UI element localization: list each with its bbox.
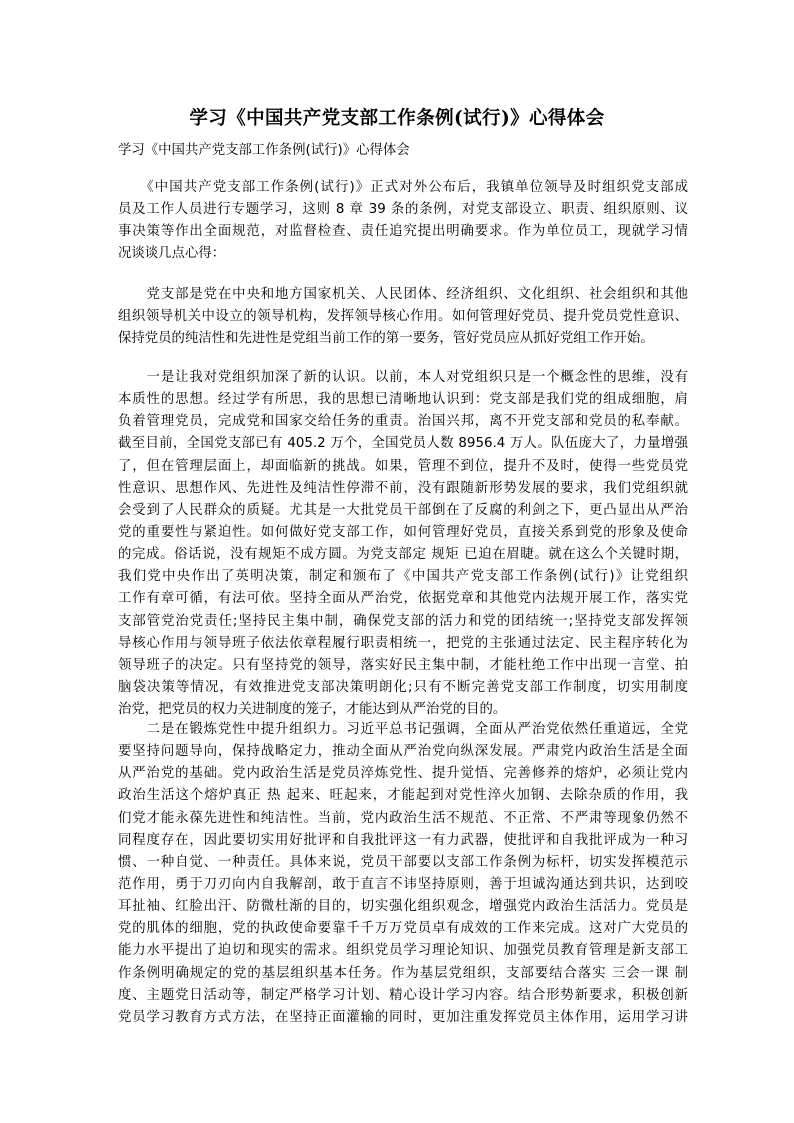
paragraph-line: 耳扯袖、红脸出汗、防微杜渐的目的，切实强化组织观念，增强党内政治生活活力。党员是: [118, 899, 688, 915]
paragraph-line: 能力水平提出了迫切和现实的需求。组织党员学习理论知识、加强党员教育管理是新支部工: [118, 943, 688, 959]
paragraph-line: 从严治党的基础。党内政治生活是党员淬炼党性、提升觉悟、完善修养的熔炉，必须让党内: [118, 766, 688, 782]
paragraph-line: 工作有章可循，有法可依。坚持全面从严治党，依据党章和其他党内法规开展工作，落实党: [118, 591, 688, 607]
paragraph-line: 一是让我对党组织加深了新的认识。以前，本人对党组织只是一个概念性的思维，没有: [118, 370, 688, 385]
paragraph-branch-role: [118, 284, 688, 350]
paragraph-line: 我们党中央作出了英明决策，制定和颁布了《中国共产党支部工作条例(试行)》让党组织: [118, 569, 688, 585]
paragraph-line: 会受到了人民群众的质疑。尤其是一大批党员干部倒在了反腐的利剑之下，更凸显出从严治: [118, 502, 688, 518]
paragraph-line: 作条例明确规定的党的基层组织基本任务。作为基层党组织，支部要结合落实 三会一课 制: [118, 965, 688, 981]
paragraph-point-one: [118, 367, 688, 721]
paragraph-line: 度、主题党日活动等，制定严格学习计划、精心设计学习内容。结合形势新要求，积极创新: [118, 987, 688, 1003]
paragraph-line: 们党才能永葆先进性和纯洁性。当前，党内政治生活不规范、不正常、不严肃等现象仍然不: [118, 810, 688, 826]
paragraph-line: 二是在锻炼党性中提升组织力。习近平总书记强调，全面从严治党依然任重道远，全党: [118, 722, 688, 737]
paragraph-line: 导核心作用与领导班子依法依章程履行职责相统一，把党的主张通过法定、民主程序转化为: [118, 635, 688, 651]
paragraph-line: 的完成。俗话说，没有规矩不成方圆。为党支部定 规矩 已迫在眉睫。就在这么个关键时期，: [118, 547, 688, 563]
paragraph-line: 党的重要性与紧迫性。如何做好党支部工作，如何管理好党员，直接关系到党的形象及使命: [118, 524, 688, 540]
paragraph-line: 保持党员的纯洁性和先进性是党组当前工作的第一要务，管好党员应从抓好党组工作开始。: [118, 331, 654, 347]
paragraph-line: 脑袋决策等情况，有效推进党支部决策明朗化;只有不断完善党支部工作制度，切实用制度: [118, 679, 688, 695]
paragraph-line: 组织领导机关中设立的领导机构，发挥领导核心作用。如何管理好党员、提升党员党性意识、: [118, 309, 688, 325]
paragraph-line: 领导班子的决定。只有坚持党的领导，落实好民主集中制，才能杜绝工作中出现一言堂、拍: [118, 657, 688, 673]
paragraph-line: 负着管理党员，完成党和国家交给任务的重责。治国兴邦，离不开党支部和党员的私奉献。: [118, 414, 688, 430]
paragraph-line: 事决策等作出全面规范，对监督检查、责任追究提出明确要求。作为单位员工，现就学习情: [118, 224, 688, 240]
paragraph-line: 《中国共产党支部工作条例(试行)》正式对外公布后，我镇单位领导及时组织党支部成: [118, 180, 688, 195]
paragraph-line: 治党，把党员的权力关进制度的笼子，才能达到从严治党的目的。: [118, 702, 507, 718]
document-subtitle: 学习《中国共产党支部工作条例(试行)》心得体会: [118, 143, 410, 158]
paragraph-line: 支部管党治党责任;坚持民主集中制，确保党支部的活力和党的团结统一;坚持党支部发挥领: [118, 613, 688, 629]
paragraph-line: 本质性的思想。经过学有所思，我的思想已清晰地认识到：党支部是我们党的组成细胞，肩: [118, 392, 688, 408]
paragraph-line: 性意识、思想作风、先进性及纯洁性停滞不前，没有跟随新形势发展的要求，我们党组织就: [118, 480, 688, 496]
paragraph-point-two: [118, 719, 688, 1029]
paragraph-line: 截至目前，全国党支部已有 405.2 万个，全国党员人数 8956.4 万人。队伍庞大了，力量增强: [118, 436, 688, 452]
paragraph-intro: [118, 177, 688, 266]
paragraph-line: 况谈谈几点心得：: [118, 246, 226, 262]
paragraph-line: 范作用，勇于刀刃向内自我解剖，敢于直言不讳坚持原则，善于坦诚沟通达到共识，达到咬: [118, 876, 688, 892]
paragraph-line: 要坚持问题导向，保持战略定力，推动全面从严治党向纵深发展。严肃党内政治生活是全面: [118, 744, 688, 760]
paragraph-line: 政治生活这个熔炉真正 热 起来、旺起来，才能起到对党性淬火加钢、去除杂质的作用，我: [118, 788, 688, 804]
paragraph-line: 党支部是党在中央和地方国家机关、人民团体、经济组织、文化组织、社会组织和其他: [118, 287, 688, 302]
paragraph-line: 惯、一种自觉、一种责任。具体来说，党员干部要以支部工作条例为标杆，切实发挥模范示: [118, 854, 688, 870]
document-title: 学习《中国共产党支部工作条例(试行)》心得体会: [189, 108, 605, 129]
paragraph-line: 党员学习教育方式方法，在坚持正面灌输的同时，更加注重发挥党员主体作用，运用学习讲: [118, 1009, 688, 1025]
paragraph-line: 员及工作人员进行专题学习，这则 8 章 39 条的条例，对党支部设立、职责、组织原则、议: [118, 202, 688, 218]
paragraph-line: 了，但在管理层面上，却面临新的挑战。如果，管理不到位，提升不及时，使得一些党员党: [118, 458, 688, 474]
paragraph-line: 党的肌体的细胞，党的执政使命要靠千千万万党员卓有成效的工作来完成。这对广大党员的: [118, 921, 688, 937]
paragraph-line: 同程度存在，因此要切实用好批评和自我批评这一有力武器，使批评和自我批评成为一种习: [118, 832, 688, 848]
